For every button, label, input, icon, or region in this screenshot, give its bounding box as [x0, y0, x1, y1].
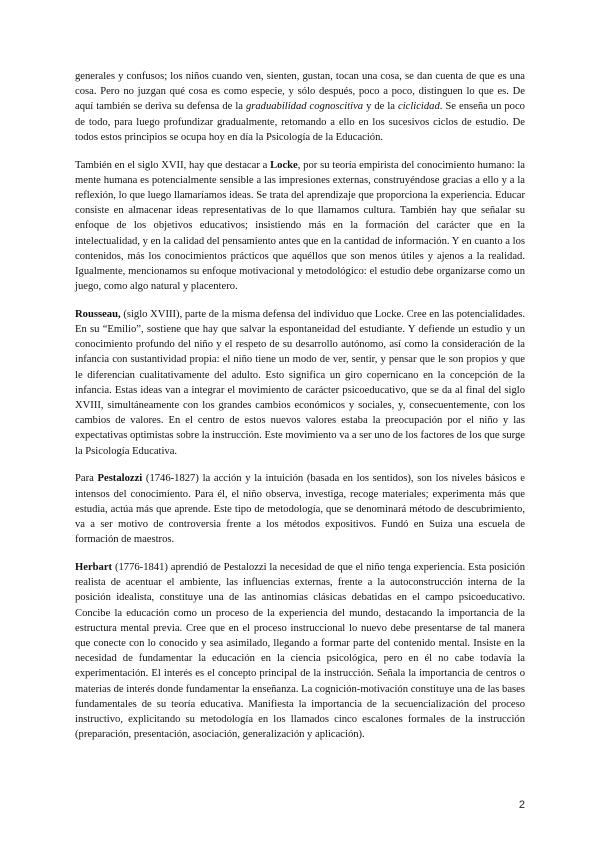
paragraph-comenius-conclusion	[75, 69, 525, 145]
text-run: generales y confusos; los niños cuando ven, sienten, gustan, tocan una cosa, se dan cuenta de que es una cosa. Pero no juzgan qué cosa es como especie, y sólo después, poco a poco, distinguen lo que es. De aquí también se deriva su defensa de la	[75, 71, 525, 113]
italic-term: ciclicidad	[398, 101, 440, 113]
page-number: 2	[518, 799, 525, 811]
paragraph-locke	[75, 158, 525, 295]
document-body	[75, 69, 525, 742]
text-run: , por su teoría empirista del conocimiento humano: la mente humana es potencialmente sensible a las impresiones externas, construyéndose gracias a ello y a la reflexión, lo que luego llamaríamos ideas. Se trata del aprendizaje que proporciona la experiencia. Educar consiste en almacenar ideas representativas de lo que llamamos cultura. También hay que señalar su enfoque de los objetivos educativos; insistiendo más en la formación del carácter que en la intelectualidad, y en la calidad del pensamiento antes que en la cantidad de información. Y en cuanto a los contenidos, más los conocimientos prácticos que aquéllos que son menos útiles y ajenos a la realidad. Igualmente, mencionamos su enfoque motivacional y metodológico: el estudio debe organizarse como un juego, como algo natural y placentero.	[75, 159, 525, 293]
bold-term: Rousseau,	[75, 308, 121, 320]
text-run: (1746-1827) la acción y la intuición (basada en los sentidos), son los niveles básicos e intensos del conocimiento. Para él, el niño observa, investiga, recoge materiales; experimenta más que estudia, actúa más que aprende. Este tipo de metodología, que se denominará método de descubrimiento, va a ser motivo de controversia frente a los métodos expositivos. Fundó en Suiza una escuela de formación de maestros.	[75, 473, 525, 546]
text-run: (1776-1841) aprendió de Pestalozzi la necesidad de que el niño tenga experiencia. Esta posición realista de acentuar el ambiente, las influencias externas, frente a la autoconstrucción interna de la posición idealista, constituye una de las antinomias clásicas debatidas en el campo psicoeducativo. Concibe la educación como un proceso de la experiencia del mundo, destacando la importancia de la estructura mental previa. Cree que en el proceso instruccional lo nuevo debe presentarse de tal manera que conecte con lo conocido y sea asimilado, llegando a formar parte del contenido mental. Insiste en la necesidad de fundamentar la educación en la ciencia psicológica, pero en él no cabe todavía la experimentación. El interés es el concepto principal de la instrucción. Señala la importancia de centros o materias de interés donde fundamentar la enseñanza. La cognición-motivación constituye una de las bases fundamentales de su teoría educativa. Manifiesta la importancia de la secuencialización del proceso instructivo, explicitando su metodología en los llamados cinco escalones formales de la instrucción (preparación, presentación, asociación, generalización y aplicación).	[75, 561, 525, 741]
text-run: También en el siglo XVII, hay que destacar a	[75, 159, 271, 171]
text-run: . Se enseña un poco de todo, para luego profundizar gradualmente, retomando a ello en los sucesivos ciclos de estudio. De todos estos principios se ocupa hoy en día la Psicología de la Educación.	[75, 101, 525, 143]
paragraph-pestalozzi	[75, 471, 525, 547]
paragraph-rousseau	[75, 307, 525, 459]
text-run: Para	[75, 473, 98, 485]
paragraph-herbart	[75, 560, 525, 742]
italic-term: graduabilidad cognoscitiva	[245, 101, 364, 113]
bold-term: Herbart	[75, 561, 113, 573]
bold-term: Pestalozzi	[97, 473, 143, 485]
text-run: y de la	[363, 101, 398, 113]
bold-term: Locke	[270, 159, 298, 171]
text-run: (siglo XVIII), parte de la misma defensa del individuo que Locke. Cree en las potencialidades. En su “Emilio”, sostiene que hay que salvar la espontaneidad del estudiante. Y defiende un estudio y un conocimiento profundo del niño y el respeto de su desarrollo autónomo, así como la consideración de la infancia con sustantividad propia: el niño tiene un modo de ver, sentir, y pensar que le son propios y que le diferencian cualitativamente del adulto. Esto significa un giro copernicano en la concepción de la infancia. Estas ideas van a integrar el movimiento de carácter psicoeducativo, que se da al final del siglo XVIII, simultáneamente con los grandes cambios económicos y sociales, y, consecuentemente, con los cambios de valores. En el centro de estos nuevos valores estaba la preocupación por el niño y las expectativas optimistas sobre la instrucción. Este movimiento va a ser uno de los factores de los que surge la Psicología Educativa.	[75, 308, 525, 457]
